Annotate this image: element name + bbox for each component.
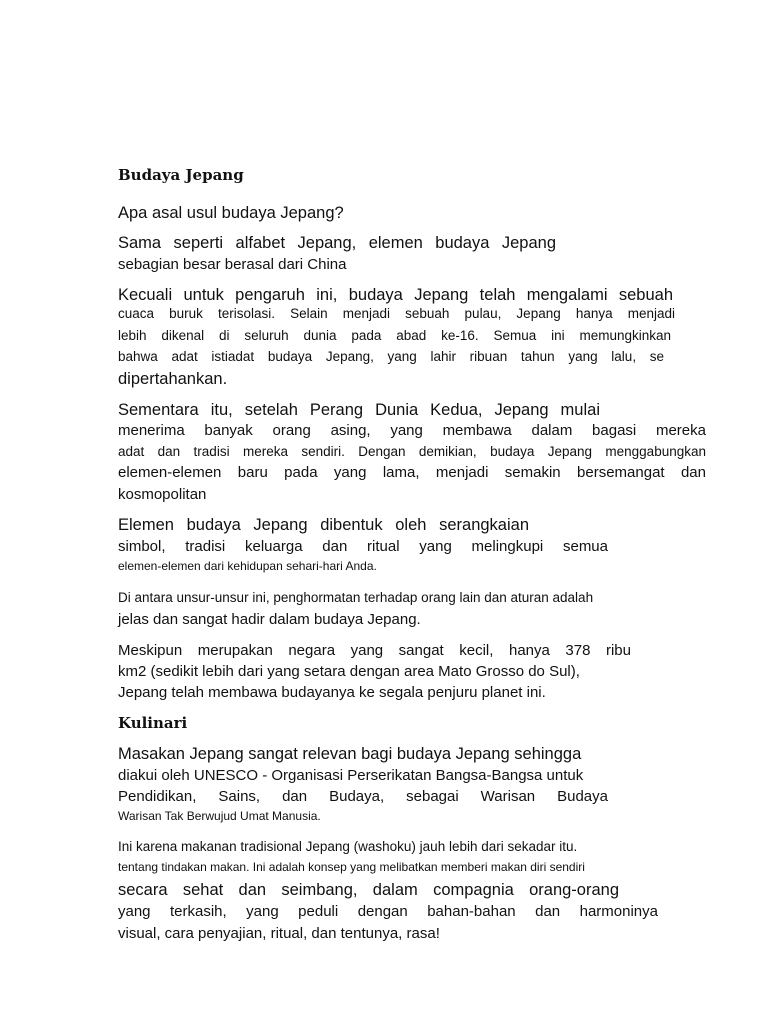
text-line: jelas dan sangat hadir dalam budaya Jepang. [118, 611, 421, 628]
text-line: Elemen budaya Jepang dibentuk oleh serangkaian [118, 516, 529, 534]
text-line: Meskipun merupakan negara yang sangat kecil, hanya 378 ribu [118, 642, 631, 659]
text-line: Masakan Jepang sangat relevan bagi budaya Jepang sehingga [118, 745, 582, 763]
text-line: diakui oleh UNESCO - Organisasi Perserikatan Bangsa-Bangsa untuk [118, 767, 584, 784]
text-line: Apa asal usul budaya Jepang? [118, 204, 344, 222]
text-line: km2 (sedikit lebih dari yang setara dengan area Mato Grosso do Sul), [118, 663, 580, 680]
section-heading-kulinari: Kulinari [118, 714, 188, 732]
document-page [118, 0, 706, 1024]
text-line: bahwa adat istiadat budaya Jepang, yang lahir ribuan tahun yang lalu, se [118, 349, 664, 364]
text-line: elemen-elemen dari kehidupan sehari-hari Anda. [118, 559, 377, 573]
text-line: secara sehat dan seimbang, dalam compagnia orang-orang [118, 881, 619, 899]
text-line: cuaca buruk terisolasi. Selain menjadi sebuah pulau, Jepang hanya menjadi [118, 306, 675, 321]
text-line: visual, cara penyajian, ritual, dan tentunya, rasa! [118, 925, 440, 942]
text-line: kosmopolitan [118, 486, 207, 503]
text-line: Sementara itu, setelah Perang Dunia Kedua, Jepang mulai [118, 401, 600, 419]
text-line: Pendidikan, Sains, dan Budaya, sebagai Warisan Budaya [118, 788, 608, 805]
text-line: lebih dikenal di seluruh dunia pada abad ke-16. Semua ini memungkinkan [118, 328, 671, 343]
text-line: Kecuali untuk pengaruh ini, budaya Jepang telah mengalami sebuah [118, 286, 673, 304]
text-line: simbol, tradisi keluarga dan ritual yang melingkupi semua [118, 538, 608, 555]
text-line: adat dan tradisi mereka sendiri. Dengan demikian, budaya Jepang menggabungkan [118, 444, 706, 459]
text-line: Jepang telah membawa budayanya ke segala penjuru planet ini. [118, 684, 546, 701]
text-line: yang terkasih, yang peduli dengan bahan-bahan dan harmoninya [118, 903, 658, 920]
text-line: tentang tindakan makan. Ini adalah konsep yang melibatkan memberi makan diri sendiri [118, 860, 585, 874]
text-line: sebagian besar berasal dari China [118, 256, 347, 273]
text-line: Sama seperti alfabet Jepang, elemen budaya Jepang [118, 234, 556, 252]
text-line: menerima banyak orang asing, yang membawa dalam bagasi mereka [118, 422, 706, 439]
text-line: Ini karena makanan tradisional Jepang (washoku) jauh lebih dari sekadar itu. [118, 839, 578, 854]
text-line: Di antara unsur-unsur ini, penghormatan terhadap orang lain dan aturan adalah [118, 590, 594, 605]
text-line: Warisan Tak Berwujud Umat Manusia. [118, 809, 321, 823]
text-line: dipertahankan. [118, 370, 228, 388]
section-heading-budaya-jepang: Budaya Jepang [118, 166, 244, 184]
text-line: elemen-elemen baru pada yang lama, menjadi semakin bersemangat dan [118, 464, 706, 481]
